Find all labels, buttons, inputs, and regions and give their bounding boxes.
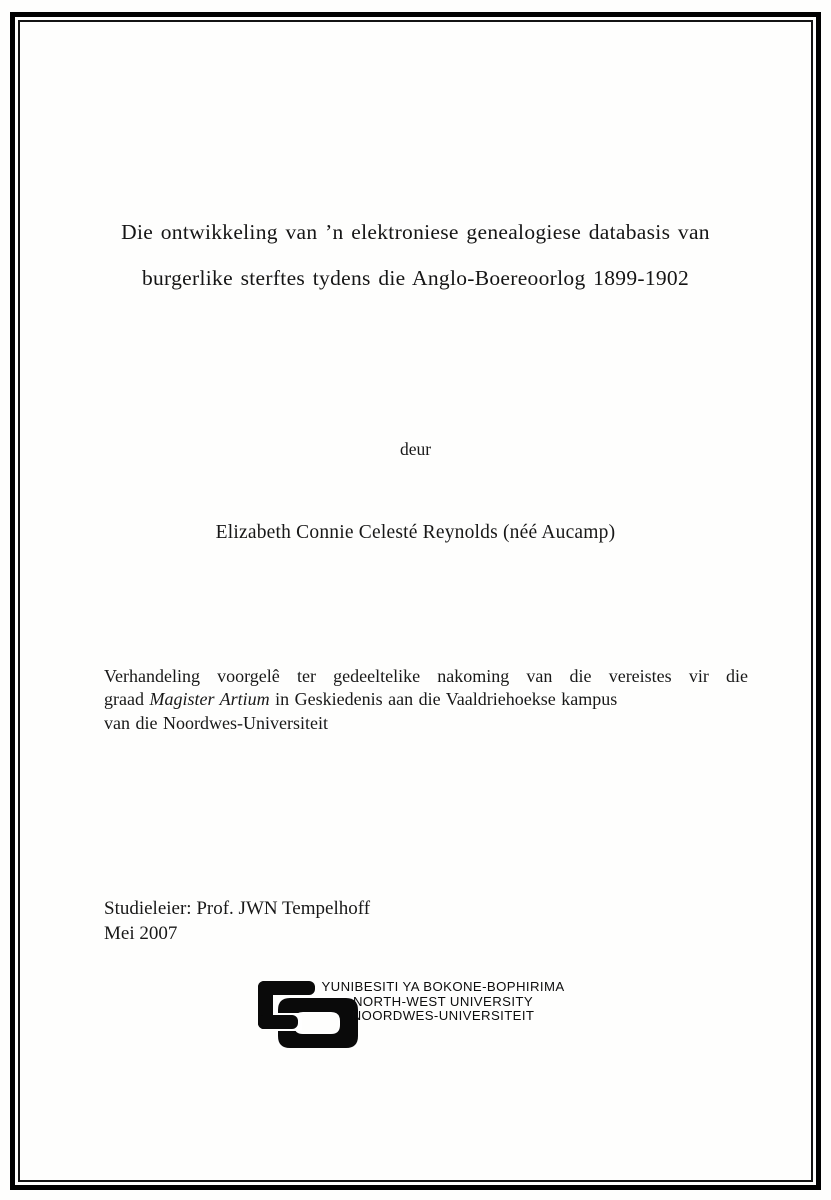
- thesis-title-line1: Die ontwikkeling van ’n elektroniese genealogiese databasis van: [121, 220, 710, 244]
- supervisor-line: Studieleier: Prof. JWN Tempelhoff: [104, 898, 371, 919]
- degree-name: Magister Artium: [149, 689, 270, 710]
- degree-statement-line2-prefix: graad: [104, 689, 150, 710]
- university-name-afrikaans: NOORDWES-UNIVERSITEIT: [351, 1008, 535, 1024]
- thesis-title: [60, 209, 771, 301]
- degree-statement-line1: Verhandeling voorgelê ter gedeeltelike nakoming van die vereistes vir die: [104, 666, 748, 686]
- university-logo: [258, 975, 578, 1055]
- degree-statement: [104, 665, 748, 735]
- university-logo-text: [316, 980, 570, 1024]
- university-name-english: NORTH-WEST UNIVERSITY: [352, 993, 534, 1009]
- degree-statement-line2: [104, 688, 748, 711]
- thesis-title-line2: burgerlike sterftes tydens die Anglo-Boereoorlog 1899-1902: [141, 266, 690, 290]
- supervisor-block: [104, 896, 370, 946]
- date-line: Mei 2007: [104, 923, 178, 944]
- byline-label: deur: [399, 439, 432, 459]
- degree-statement-line2-suffix: in Geskiedenis aan die Vaaldriehoekse kampus: [269, 689, 618, 710]
- author-name: Elizabeth Connie Celesté Reynolds (néé Aucamp): [215, 522, 616, 543]
- degree-statement-line3: van die Noordwes-Universiteit: [104, 712, 328, 733]
- university-name-setswana: YUNIBESITI YA BOKONE-BOPHIRIMA: [321, 979, 565, 994]
